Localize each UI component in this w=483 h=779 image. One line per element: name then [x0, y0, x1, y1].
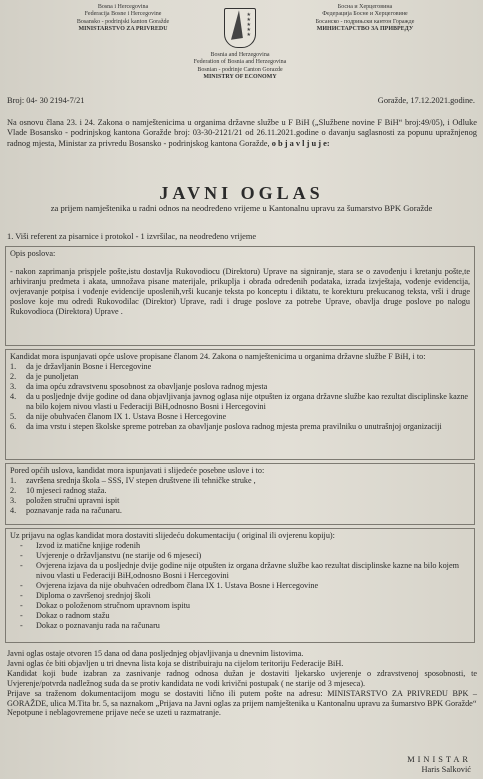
- list-item: - Dokaz o poznavanju rada na računaru: [20, 621, 160, 630]
- special-intro: Pored općih uslova, kandidat mora ispunjavati i slijedeće posebne uslove i to:: [10, 466, 265, 475]
- special-conditions-box: [5, 463, 475, 525]
- general-intro: Kandidat mora ispunjavati opće uslove propisane članom 24. Zakona o namještenicima u organima državne službe F BiH, i to:: [10, 352, 426, 361]
- signature-block: [407, 755, 471, 775]
- closing-paragraph: Javni oglas ostaje otvoren 15 dana od dana posljednjeg objavljivanja u dnevnim listovima.: [7, 649, 304, 658]
- docs-intro: Uz prijavu na oglas kandidat mora dostaviti slijedeću dokumentaciju ( original ili ovjerenu kopiju):: [10, 531, 335, 540]
- place-date: Goražde, 17.12.2021.godine.: [377, 96, 475, 105]
- duties-label: Opis poslova:: [10, 249, 56, 258]
- header-right-line: Босна и Херцеговина: [337, 4, 393, 10]
- header-center-line: Federation of Bosnia and Herzegovina: [193, 59, 287, 66]
- intro-tail: o b j a v l j u j e:: [271, 138, 330, 148]
- list-item: 6. da ima vrstu i stepen školske spreme potreban za obavljanje poslova radnog mjesta prema pravilniku o unutrašnjoj organizaciji: [10, 422, 442, 431]
- list-item: - Izvod iz matične knjige rođenih: [20, 541, 141, 550]
- position-line: 1. Viši referent za pisarnice i protokol - 1 izvršilac, na neodređeno vrijeme: [7, 232, 257, 241]
- header-left-line: MINISTARSTVO ZA PRIVREDU: [78, 26, 168, 33]
- page-subtitle: za prijem namještenika u radni odnos na neodređeno vrijeme u Kantonalnu upravu za šumarstvo BPK Goražde: [50, 203, 433, 213]
- list-item: - Diploma o završenoj srednjoj školi: [20, 591, 151, 600]
- closing-paragraph: Kandidat koji bude izabran za zasnivanje radnog odnosa dužan je dostaviti ljekarsko uvjerenje o zdravstvenoj sposobnosti, te Uvjerenje/potvrda nadležnog suda da se protiv kandidata ne vodi krivični postupak ( ne starije od 3 mjeseca).: [7, 668, 477, 688]
- list-item: 3. da ima opću zdravstvenu sposobnost za obavljanje poslova radnog mjesta: [10, 382, 268, 391]
- list-item: 3. položen stručni upravni ispit: [10, 496, 120, 505]
- list-item: 4. da u posljednje dvije godine od dana objavljivanja javnog oglasa nije otpušten iz organa državne službe kao rezultat disciplinske kazne na bilo kojem nivou vlasti u Federaciji BiH,odnosno Bosni i Hercegovini: [10, 392, 469, 411]
- header-center-line: MINISTRY OF ECONOMY: [203, 74, 277, 81]
- signature-role: MINISTAR: [407, 755, 471, 764]
- list-item: - Uvjerenje o državljanstvu (ne starije od 6 mjeseci): [20, 551, 202, 560]
- duties-box: [5, 246, 475, 346]
- coat-of-arms-icon: ★ ★ ★ ★ ★: [224, 8, 256, 48]
- page-title: JAVNI OGLAS: [159, 183, 324, 203]
- signature-name: Haris Salković: [421, 765, 471, 774]
- header-right-line: МИНИСТАРСТВО ЗА ПРИВРЕДУ: [316, 26, 414, 33]
- closing-paragraph: Nepotpune i neblagovremene prijave neće se uzeti u razmatranje.: [7, 708, 221, 718]
- list-item: 2. 10 mjeseci radnog staža.: [10, 486, 107, 495]
- header-left-line: Bosansko - podrinjski kanton Goražde: [76, 18, 170, 25]
- documents-box: [5, 528, 475, 643]
- reference-number: Broj: 04- 30 2194-7/21: [7, 96, 85, 105]
- list-item: - Ovjerena izjava da nije obuhvaćen odredbom člana IX 1. Ustava Bosne i Hercegovine: [20, 581, 319, 590]
- closing-paragraph: Prijave sa traženom dokumentacijom mogu se dostaviti lično ili putem pošte na adresu: MINISTARSTVO ZA PRIVREDU BPK – GORAŽDE, ulica M.Tita br. 5, sa naznakom „Prijava na Javni oglas za prijem namještenika u Kantonalnu upravu za šumarstvo BPK Goražde“: [7, 688, 477, 708]
- header-left-line: Federacija Bosne i Hercegovine: [84, 11, 162, 18]
- intro-text: Na osnovu člana 23. i 24. Zakona o namještenicima u organima državne službe u F BiH („Službene novine F BiH“ broj:49/05), i Odluke Vlade Bosansko - podrinjskog kantona Goražde broj: 03-30-2121/21 od 26.11.2021.godine o davanju saglasnosti za popunu upražnjenog radnog mjesta, Ministar za privredu Bosansko - podrinjskog kantona Goražde,: [7, 118, 477, 148]
- header-center-line: Bosnian - podrinje Canton Gorazde: [197, 66, 283, 73]
- closing-paragraph: Javni oglas će biti objavljen u tri dnevna lista koja se distribuiraju na cijelom teritoriju Federacije BiH.: [7, 658, 344, 668]
- ref-row: [7, 96, 475, 105]
- header-center-line: Bosnia and Herzegovina: [210, 52, 270, 58]
- header-right-line: Босанско - подрињски кантон Горажде: [315, 18, 415, 25]
- special-conditions-list: [10, 476, 470, 516]
- duties-text: - nakon zaprimanja prispjele pošte,istu dostavlja Rukovodiocu (Direktoru) Uprave na signiranje, stara se o zavođenju i kretanju pošte,te arhiviranju predmeta i akata, umnožava pisane materijale, prikuplja i obrađa određenih podataka, izrada izvještaja, vođenje evidencija, ovjeravanje potpisa i vođenje evidencije uposlenih,vrši kucanje teksta po konceptu i diktatu, te korekturu prekucanog teksta, vrši i druge poslove koje mu odredi Rukovodilac (Direktor) Uprave, radi i druge poslove za potrebe Uprave, obavlja druge poslove po nalogu Rukovodioca (Direktora) Uprave .: [10, 267, 470, 316]
- header-right-line: Федерација Босне и Херцеговине: [322, 11, 408, 18]
- header-center: [165, 52, 315, 82]
- list-item: 2. da je punoljetan: [10, 372, 79, 381]
- header-right: [290, 4, 440, 34]
- list-item: 5. da nije obuhvaćen članom IX 1. Ustava Bosne i Hercegovine: [10, 412, 227, 421]
- closing-section: [7, 649, 477, 718]
- list-item: - Ovjerena izjava da u posljednje dvije godine nije otpušten iz organa državne službe kao rezultat disciplinske kazne na bilo kojem nivou vlasti u Federaciji BiH,odnosno Bosni i Hercegovini: [20, 561, 459, 580]
- general-conditions-box: [5, 349, 475, 460]
- list-item: - Dokaz o radnom stažu: [20, 611, 110, 620]
- header-left-line: Bosna i Hercegovina: [97, 4, 149, 10]
- list-item: 1. da je državljanin Bosne i Hercegovine: [10, 362, 152, 371]
- list-item: 4. poznavanje rada na računaru.: [10, 506, 122, 515]
- list-item: 1. završena srednja škola – SSS, IV stepen društvene ili tehničke struke ,: [10, 476, 256, 485]
- intro-paragraph: [7, 118, 477, 149]
- documents-list: [10, 541, 470, 631]
- header-left: [48, 4, 198, 34]
- list-item: - Dokaz o položenom stručnom upravnom ispitu: [20, 601, 190, 610]
- general-conditions-list: [10, 362, 470, 432]
